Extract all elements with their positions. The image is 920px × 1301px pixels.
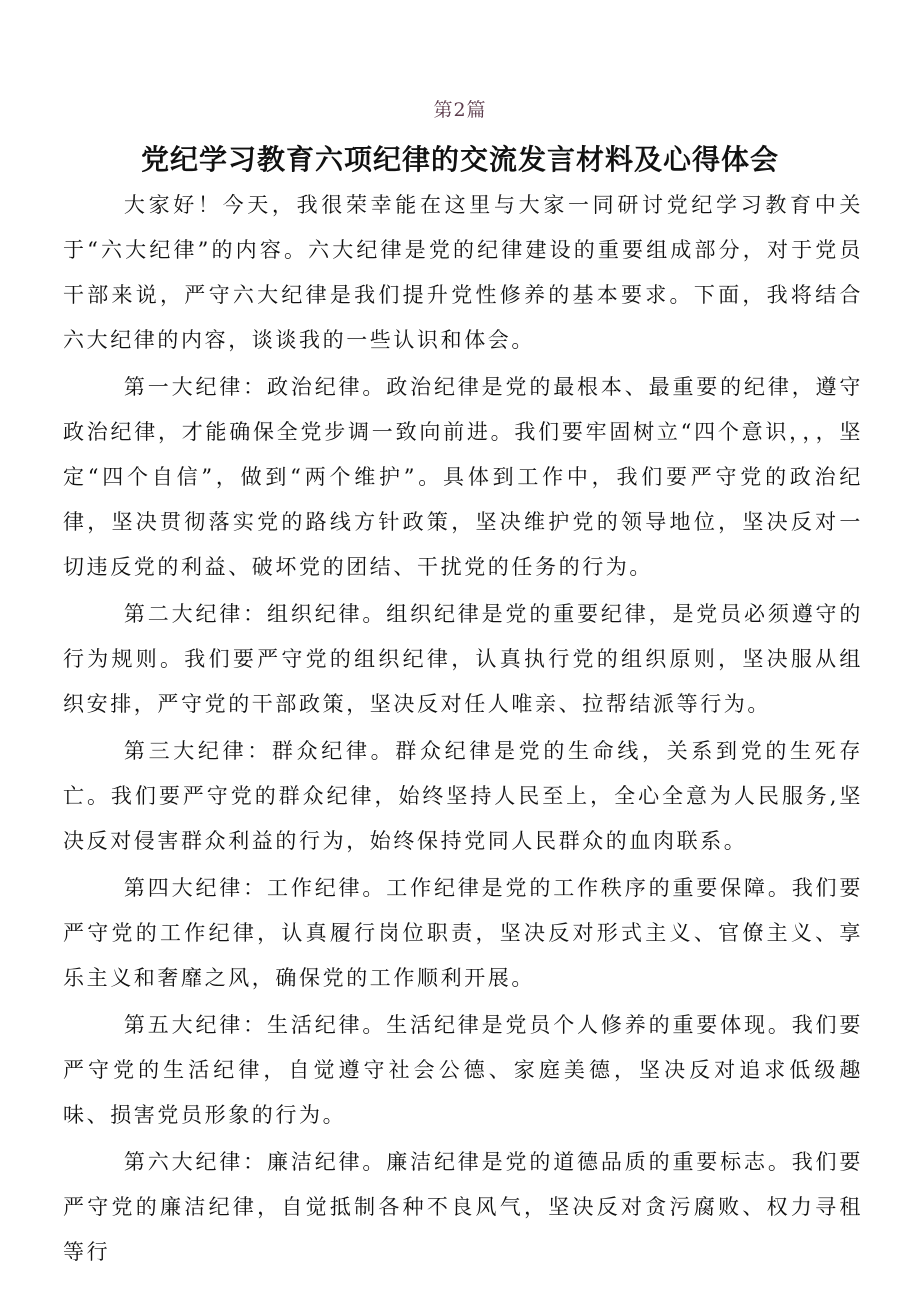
paragraph-organizational-discipline: 第二大纪律：组织纪律。组织纪律是党的重要纪律，是党员必须遵守的行为规则。我们要严守党的组织纪律，认真执行党的组织原则，坚决服从组织安排，严守党的干部政策，坚决反对任人唯亲、拉帮结派等行为。 [63,602,863,716]
chapter-label: 第2篇 [433,99,487,121]
paragraph-mass-discipline: 第三大纪律：群众纪律。群众纪律是党的生命线，关系到党的生死存亡。我们要严守党的群众纪律，始终坚持人民至上，全心全意为人民服务,坚决反对侵害群众利益的行为，始终保持党同人民群众的血肉联系。 [63,739,863,853]
paragraph-political-discipline: 第一大纪律：政治纪律。政治纪律是党的最根本、最重要的纪律，遵守政治纪律，才能确保全党步调一致向前进。我们要牢固树立“四个意识，，，坚定“四个自信”，做到“两个维护”。具体到工作中，我们要严守党的政治纪律，坚决贯彻落实党的路线方针政策，坚决维护党的领导地位，坚决反对一切违反党的利益、破坏党的团结、干扰党的任务的行为。 [63,375,863,579]
paragraph-intro: 大家好！今天，我很荣幸能在这里与大家一同研讨党纪学习教育中关于“六大纪律”的内容。六大纪律是党的纪律建设的重要组成部分，对于党员干部来说，严守六大纪律是我们提升党性修养的基本要求。下面，我将结合六大纪律的内容，谈谈我的一些认识和体会。 [63,193,863,352]
paragraph-integrity-discipline: 第六大纪律：廉洁纪律。廉洁纪律是党的道德品质的重要标志。我们要严守党的廉洁纪律，自觉抵制各种不良风气，坚决反对贪污腐败、权力寻租等行 [63,1150,863,1264]
paragraph-work-discipline: 第四大纪律：工作纪律。工作纪律是党的工作秩序的重要保障。我们要严守党的工作纪律，认真履行岗位职责，坚决反对形式主义、官僚主义、享乐主义和奢靡之风，确保党的工作顺利开展。 [63,876,863,990]
paragraph-life-discipline: 第五大纪律：生活纪律。生活纪律是党员个人修养的重要体现。我们要严守党的生活纪律，自觉遵守社会公德、家庭美德，坚决反对追求低级趣味、损害党员形象的行为。 [63,1013,863,1127]
document-title: 党纪学习教育六项纪律的交流发言材料及心得体会 [140,143,779,176]
document-body [63,183,863,1275]
